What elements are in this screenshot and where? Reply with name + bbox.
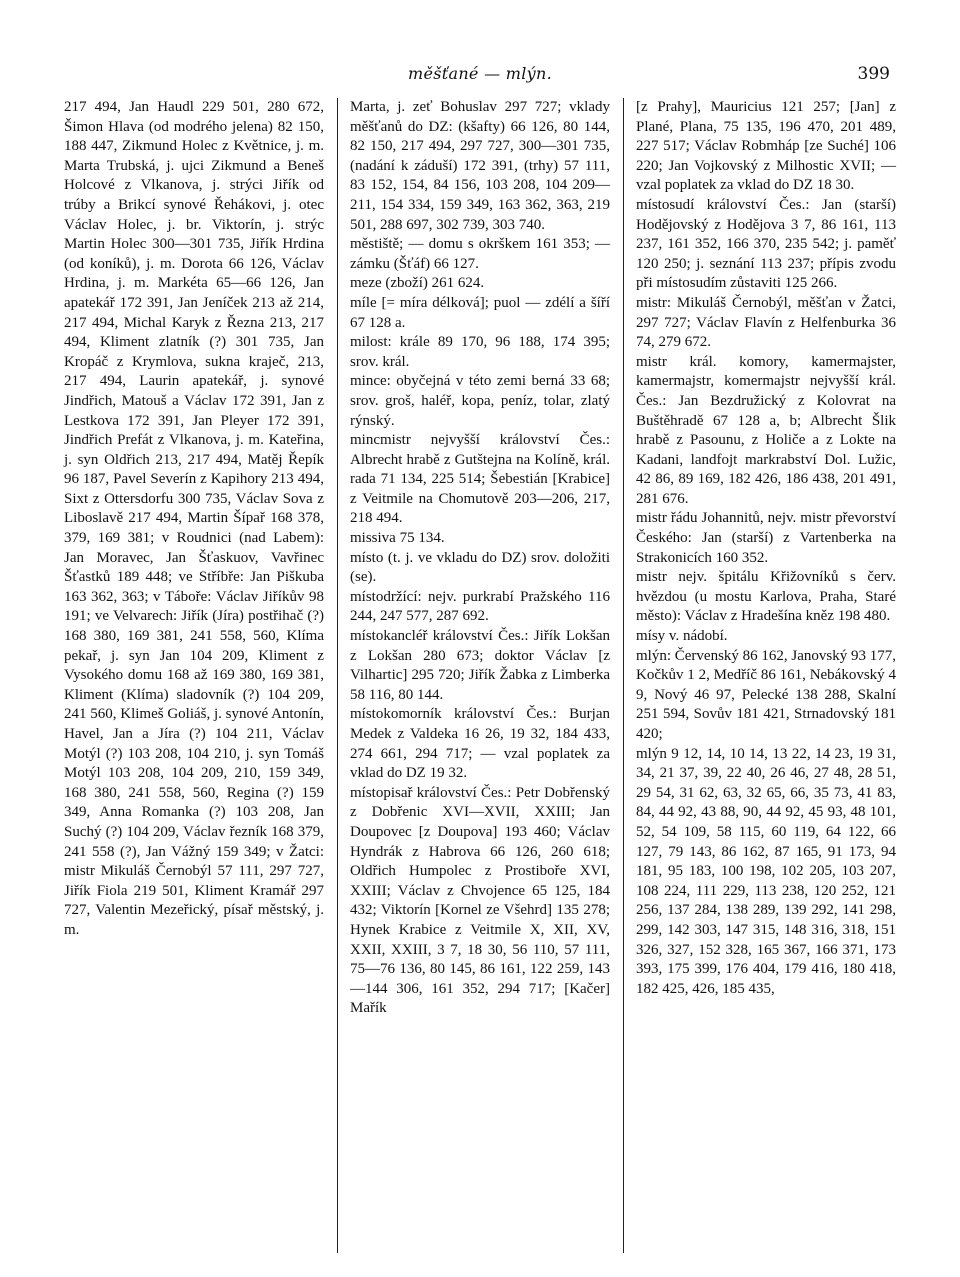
page-header xyxy=(0,64,960,88)
column-left xyxy=(64,98,328,1258)
column-left-text: 217 494, Jan Haudl 229 501, 280 672, Šimon Hlava (od modrého jelena) 82 150, 188 447, Zikmund Holec z Květnice, j. m. Marta Trubská, j. ujci Zikmund a Beneš Holcové z Vlkanova, j. strýci Jiřík od trúby a Brikcí synové Řehákovi, j. otec Václav Holec, j. br. Viktorín, j. strýc Martin Holec 300—301 735, Jiřík Hrdina (od koníků), j. m. Dorota 66 126, Václav Hrdina, j. m. Markéta 65—66 126, Jan apatekář 172 391, Jan Jeníček 213 až 214, 217 494, Michal Karyk z Řezna 213, 217 494, Kliment zlatník (?) 301 735, Jan Kropáč z Krymlova, sukna kraječ, 213, 217 494, Laurin apatekář, j. synové Jindřich, Matouš a Václav 172 391, Jan z Lestkova 172 391, Jan Pleyer 172 391, Jindřich Prefát z Vlkanova, j. m. Kateřina, j. syn Oldřich 213, 217 494, Matěj Řepík 96 187, Pavel Severín z Kapihory 213 494, Sixt z Ottersdorfu 300 735, Václav Sova z Liboslavě 217 494, Martin Šípař 168 378, 379, 169 381; v Roudnici (nad Labem): Jan Moravec, Jan Šťaskuov, Vavřinec Šťastků 189 448; ve Stříbře: Jan Piškuba 163 362, 363; v Táboře: Václav Jiříkův 98 191; ve Velvarech: Jiřík (Jíra) postřihač (?) 168 380, 169 381, 241 558, 560, Klíma pekař, j. syn Jan 104 209, Kliment z Vysokého domu 168 až 169 380, 169 381, Kliment (Klíma) sladovník (?) 104 209, 241 560, Klimeš Goliáš, j. synové Antonín, Havel, Jan a Jíra (?) 104 211, Václav Motýl (?) 103 208, 104 210, j. syn Tomáš Motýl 103 208, 104 209, 210, 159 349, 168 380, 241 558, 560, Regina (?) 159 349, Anna Romanka (?) 103 208, Jan Suchý (?) 104 209, Václav řezník 168 379, 241 558 (?), Jan Vážný 159 349; v Žatci: mistr Mikuláš Černobýl 57 111, 297 727, Jiřík Fiola 219 501, Kliment Kramář 297 727, Valentin Mezeřický, písař městský, j. m. xyxy=(64,99,328,938)
column-divider-right xyxy=(623,98,624,1253)
running-head: měšťané — mlýn. xyxy=(408,64,552,83)
column-right-text: [z Prahy], Mauricius 121 257; [Jan] z Plané, Plana, 75 135, 196 470, 201 489, 227 517; Václav Robmháp [ze Suché] 106 220; Jan Vojkovský z Milhostic XVII; — vzal poplatek za vklad do DZ 18 30. místosudí království Čes.: Jan (starší) Hodějovský z Hodějova 3 7, 86 161, 113 237, 161 352, 166 370, 235 542; j. paměť 120 250; j. seznání 113 237; přípis zvodu při místosudím zůstaviti 125 266. mistr: Mikuláš Černobýl, měšťan v Žatci, 297 727; Václav Flavín z Helfenburka 36 74, 279 672. mistr král. komory, kamermajster, kamermajstr, komermajstr nejvyšší král. Čes.: Jan Bezdružický z Kolovrat na Buštěhradě 67 128 a, b; Albrecht Šlik hrabě z Pasounu, z Holiče a z Lokte na Kadani, landfojt markrabství Dol. Lužic, 42 86, 89 169, 182 426, 186 438, 201 491, 281 676. mistr řádu Johannitů, nejv. mistr převorství Českého: Jan (starší) z Vartenberka na Strakonicích 160 352. mistr nejv. špitálu Křižovníků s červ. hvězdou (u mostu Karlova, Praha, Staré město): Václav z Hradešína kněz 198 480. mísy v. nádobí. mlýn: Červenský 86 162, Janovský 93 177, Kočkův 1 2, Medříč 86 161, Nebákovský 4 9, Nový 46 97, Pelecké 138 288, Skalní 251 594, Sovův 181 421, Strnadovský 181 420; mlýn 9 12, 14, 10 14, 13 22, 14 23, 19 31, 34, 21 37, 39, 22 40, 26 46, 27 48, 28 51, 29 54, 31 62, 63, 32 65, 66, 35 73, 41 83, 84, 44 92, 43 88, 90, 44 92, 45 93, 48 101, 52, 54 109, 58 115, 60 119, 64 122, 66 127, 79 143, 86 162, 87 165, 91 173, 94 181, 95 183, 100 198, 102 205, 103 207, 108 224, 111 229, 113 238, 120 252, 121 256, 137 284, 138 289, 139 292, 141 298, 299, 142 303, 147 315, 148 316, 318, 151 326, 327, 152 328, 165 367, 166 371, 173 393, 175 399, 176 404, 179 416, 180 418, 182 425, 426, 185 435, xyxy=(636,99,896,997)
column-divider-left xyxy=(337,98,338,1253)
column-right xyxy=(636,98,896,1258)
page-number: 399 xyxy=(857,64,890,84)
column-middle-text: Marta, j. zeť Bohuslav 297 727; vklady měšťanů do DZ: (kšafty) 66 126, 80 144, 82 150, 217 494, 297 727, 300—301 735, (nadání k záduší) 172 391, (trhy) 57 111, 83 152, 154, 84 156, 103 208, 104 209—211, 154 334, 159 349, 163 362, 363, 219 501, 288 697, 302 739, 303 740. městiště; — domu s okrškem 161 353; — zámku (Šťáf) 66 127. meze (zboží) 261 624. míle [= míra délková]; puol — zdélí a šíří 67 128 a. milost: krále 89 170, 96 188, 174 395; srov. král. mince: obyčejná v této zemi berná 33 68; srov. groš, haléř, kopa, peníz, tolar, zlatý rýnský. mincmistr nejvyšší království Čes.: Albrecht hrabě z Gutštejna na Kolíně, král. rada 71 134, 225 514; Šebestián [Krabice] z Veitmile na Chomutově 203—206, 217, 218 494. missiva 75 134. místo (t. j. ve vkladu do DZ) srov. doložiti (se). místodržící: nejv. purkrabí Pražského 116 244, 247 577, 287 692. místokancléř království Čes.: Jiřík Lokšan z Lokšan 280 673; doktor Václav [z Vilhartic] 295 720; Jiřík Žabka z Limberka 58 116, 80 144. místokomorník království Čes.: Burjan Medek z Valdeka 16 26, 19 32, 184 433, 274 661, 294 717; — vzal poplatek za vklad do DZ 19 32. místopisař království Čes.: Petr Dobřenský z Dobřenic XVI—XVII, XXIII; Jan Doupovec [z Doupova] 193 460; Václav Hyndrák z Habrova 66 126, 260 618; Oldřich Humpolec z Prostiboře XVI, XXIII; Václav z Chvojence 65 125, 184 432; Viktorín [Kornel ze Všehrd] 135 278; Hynek Krabice z Veitmile X, XII, XV, XXII, XXIII, 3 7, 18 30, 56 110, 57 111, 75—76 136, 80 145, 86 161, 122 259, 143—144 306, 161 352, 294 717; [Kačer] Mařík xyxy=(350,99,610,1017)
index-columns xyxy=(64,98,896,1258)
column-middle xyxy=(350,98,610,1258)
